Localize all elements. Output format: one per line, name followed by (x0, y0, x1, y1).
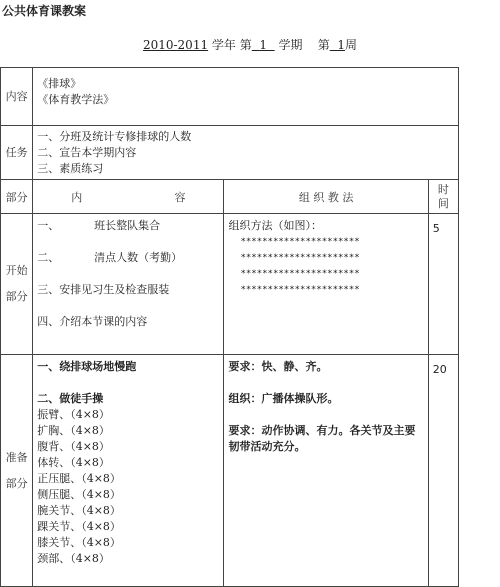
document-title: 公共体育课教案 (2, 4, 87, 18)
semester-number: 1 (259, 38, 268, 52)
formation-stars: ********************** (240, 269, 360, 279)
school-year-label: 学年 第 (208, 38, 252, 52)
start-item: 四、介绍本节课的内容 (37, 315, 148, 328)
task-item: 二、宣告本学期内容 (37, 146, 137, 159)
prep-requirement-cont: 韧带活动充分。 (228, 440, 306, 453)
header-method: 组 织 教 法 (224, 180, 428, 214)
prep-heading: 一、绕排球场地慢跑 (37, 360, 137, 373)
prep-requirement: 要求：动作协调、有力。各关节及主要 (228, 424, 416, 437)
formation-stars: ********************** (240, 237, 360, 247)
content-item: 《排球》 (37, 77, 82, 90)
content-row (1, 68, 459, 126)
start-label-b: 部分 (5, 290, 28, 303)
formation-stars: ********************** (240, 253, 360, 263)
semester-label: 学期 第 (274, 38, 330, 52)
start-method-title: 组织方法（如图）： (228, 219, 322, 232)
school-year: 2010-2011 (142, 38, 209, 52)
task-item: 一、分班及统计专修排球的人数 (37, 130, 192, 143)
tasks-label: 任务 (1, 126, 33, 180)
start-label-a: 开始 (5, 264, 28, 277)
lesson-plan-table (0, 67, 459, 587)
tasks-row (1, 126, 459, 180)
term-line (0, 36, 500, 53)
task-item: 三、素质练习 (37, 162, 104, 175)
week-label: 周 (345, 38, 358, 52)
exercise-item: 腕关节、（4×8） (37, 504, 121, 517)
exercise-item: 颈部、（4×8） (37, 552, 110, 565)
header-row (1, 180, 459, 214)
exercise-item: 膝关节、（4×8） (37, 536, 121, 549)
exercise-item: 踝关节、（4×8） (37, 520, 121, 533)
header-time-a: 时 (437, 182, 449, 196)
prep-requirement: 要求：快、静、齐。 (228, 360, 328, 373)
exercise-item: 正压腿、（4×8） (37, 472, 121, 485)
start-time: 5 (432, 222, 440, 235)
start-section-row (1, 214, 459, 355)
week-number: 1 (337, 38, 346, 52)
prep-label-a: 准备 (5, 450, 28, 464)
header-content-a: 内 (71, 190, 83, 204)
formation-stars: ********************** (240, 285, 360, 295)
exercise-item: 体转、（4×8） (37, 456, 110, 469)
start-item: 一、 班长整队集合 (37, 219, 161, 232)
exercise-item: 振臂、（4×8） (37, 408, 110, 421)
prep-heading: 二、做徒手操 (37, 392, 104, 405)
exercise-item: 侧压腿、（4×8） (37, 488, 121, 501)
start-item: 三、安排见习生及检查服装 (37, 283, 170, 296)
prep-label-b: 部分 (5, 476, 28, 490)
prep-time: 20 (432, 363, 447, 376)
header-time-b: 间 (437, 196, 449, 210)
header-content-b: 容 (174, 190, 186, 204)
content-item: 《体育教学法》 (37, 93, 115, 106)
content-label: 内容 (1, 68, 33, 126)
prep-section-row (1, 355, 459, 587)
header-part: 部分 (1, 180, 33, 214)
prep-organization: 组织：广播体操队形。 (228, 392, 339, 405)
exercise-item: 扩胸、（4×8） (37, 424, 110, 437)
exercise-item: 腹背、（4×8） (37, 440, 110, 453)
start-item: 二、 清点人数（考勤） (37, 251, 183, 264)
